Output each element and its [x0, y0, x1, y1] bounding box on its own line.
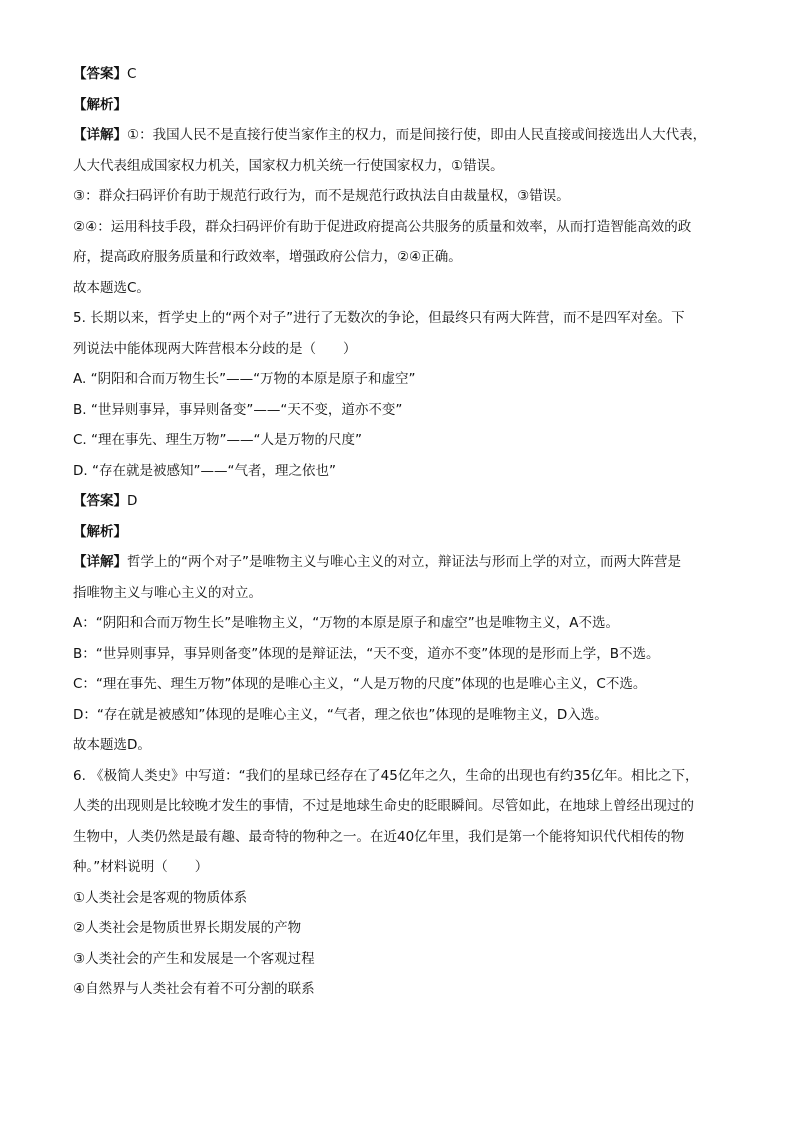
q6-item-2: ②人类社会是物质世界长期发展的产物: [73, 920, 302, 936]
detail-text: 哲学上的“两个对子”是唯物主义与唯心主义的对立，辩证法与形而上学的对立，而两大阵营是: [127, 554, 681, 570]
q5-explain-c: C：“理在事先、理生万物”体现的是唯心主义，“人是万物的尺度”体现的也是唯心主义，C不选。: [73, 676, 647, 692]
q4-detail-line-1: [73, 125, 733, 145]
answer-value: D: [127, 493, 138, 509]
q6-item-4: ④自然界与人类社会有着不可分割的联系: [73, 981, 315, 997]
q5-explain-b: B：“世异则事异，事异则备变”体现的是辩证法，“天不变，道亦不变”体现的是形而上学，B不选。: [73, 645, 660, 662]
q5-option-c: C. “理在事先、理生万物”——“人是万物的尺度”: [73, 432, 362, 448]
q4-detail-line-3b: 府，提高政府服务质量和行政效率，增强政府公信力，②④正确。: [73, 249, 462, 265]
analysis-tag: 【解析】: [73, 96, 127, 113]
q4-conclusion: 故本题选C。: [73, 279, 150, 296]
answer-tag: 【答案】: [73, 493, 127, 509]
detail-tag: 【详解】: [73, 127, 127, 143]
q5-explain-a: A：“阴阳和合而万物生长”是唯物主义，“万物的本原是原子和虚空”也是唯物主义，A不选。: [73, 615, 619, 631]
q5-conclusion: 故本题选D。: [73, 737, 151, 753]
answer-tag: 【答案】: [73, 66, 127, 82]
q4-detail-line-3: ②④：运用科技手段，群众扫码评价有助于促进政府提高公共服务的质量和效率，从而打造智能高效的政: [73, 218, 692, 235]
q4-detail-line-1b: 人大代表组成国家权力机关，国家权力机关统一行使国家权力，①错误。: [73, 157, 504, 174]
answer-value: C: [127, 66, 137, 82]
q5-detail-line-1b: 指唯物主义与唯心主义的对立。: [73, 584, 262, 601]
q4-answer-line: [73, 64, 733, 84]
q5-option-b: B. “世异则事异，事异则备变”——“天不变，道亦不变”: [73, 401, 403, 418]
q6-item-3: ③人类社会的产生和发展是一个客观过程: [73, 950, 315, 967]
q5-stem-line-1: 5. 长期以来，哲学史上的“两个对子”进行了无数次的争论，但最终只有两大阵营，而不是四军对垒。下: [73, 310, 685, 326]
q5-option-a: A. “阴阳和合而万物生长”——“万物的本原是原子和虚空”: [73, 371, 416, 387]
q6-item-1: ①人类社会是客观的物质体系: [73, 889, 248, 906]
q6-stem-line-1: 6. 《极简人类史》中写道：“我们的星球已经存在了45亿年之久，生命的出现也有约35亿年。相比之下，: [73, 767, 699, 784]
q4-analysis-line: [73, 95, 733, 115]
q5-option-d: D. “存在就是被感知”——“气者，理之依也”: [73, 462, 336, 479]
analysis-tag: 【解析】: [73, 523, 127, 540]
q5-answer-line: [73, 491, 733, 511]
q5-explain-d: D：“存在就是被感知”体现的是唯心主义，“气者，理之依也”体现的是唯物主义，D入选。: [73, 706, 608, 723]
detail-text: ①：我国人民不是直接行使当家作主的权力，而是间接行使，即由人民直接或间接选出人大代表，: [127, 127, 707, 143]
detail-tag: 【详解】: [73, 554, 127, 570]
q5-stem-line-2: 列说法中能体现两大阵营根本分歧的是（ ）: [73, 340, 357, 357]
q6-stem-line-2: 人类的出现则是比较晚才发生的事情，不过是地球生命史的眨眼瞬间。尽管如此，在地球上曾经出现过的: [73, 798, 694, 814]
document-content: [73, 64, 733, 1010]
q5-detail-line-1: [73, 552, 733, 572]
q4-detail-line-2: ③：群众扫码评价有助于规范行政行为，而不是规范行政执法自由裁量权，③错误。: [73, 188, 570, 204]
q5-analysis-line: [73, 522, 733, 542]
q6-stem-line-3: 生物中，人类仍然是最有趣、最奇特的物种之一。在近40亿年里，我们是第一个能将知识代代相传的物: [73, 828, 685, 845]
q6-stem-line-4: 种。”材料说明（ ）: [73, 859, 209, 875]
